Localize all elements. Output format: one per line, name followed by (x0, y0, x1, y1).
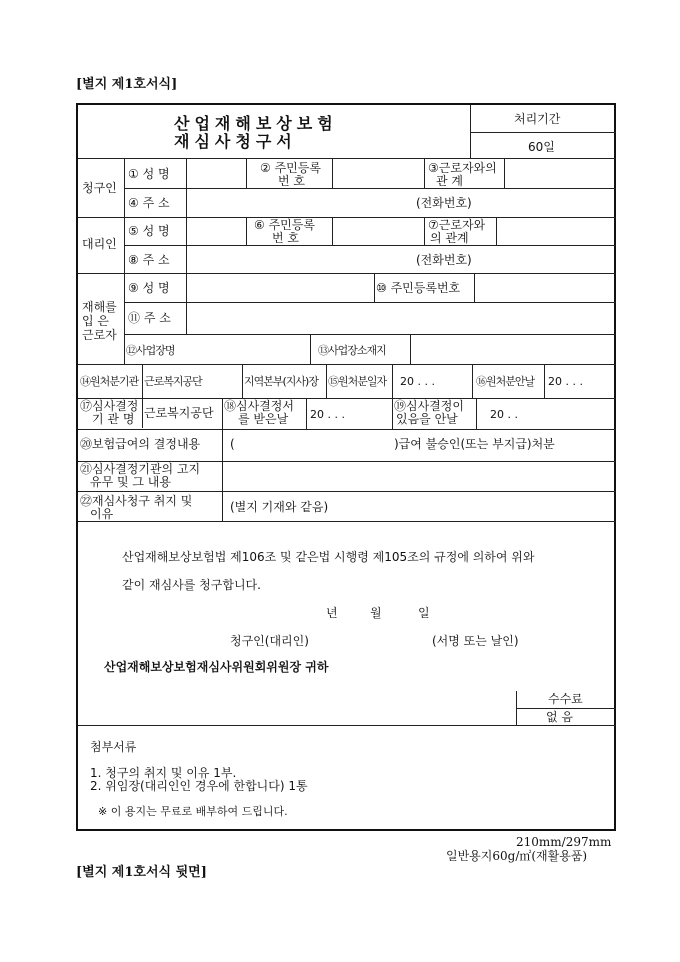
appeal-reason-label: ㉒재심사청구 취지 및 (80, 494, 193, 508)
form-title-line2: 재심사청구서 (174, 132, 297, 151)
claimant-phone-label: (전화번호) (416, 196, 472, 210)
paper-type: 일반용지60g/㎡(재활용품) (446, 849, 588, 863)
attachment-item-1: 1. 청구의 취지 및 이유 1부. (90, 766, 237, 780)
attachment-item-2: 2. 위임장(대리인인 경우에 한합니다) 1통 (90, 779, 308, 793)
processing-period-value: 60일 (528, 140, 555, 154)
appeal-reason-label2: 이유 (90, 507, 114, 521)
agent-relation-label2: 의 관계 (430, 231, 469, 245)
signer-label: 청구인(대리인) (230, 634, 309, 648)
review-agency-org: 근로복지공단 (144, 406, 214, 420)
worker-section-label: 재해를 (82, 300, 117, 314)
claimant-relation-label2: 관 계 (436, 174, 463, 188)
review-received-label2: 를 받은날 (238, 412, 289, 426)
addressee: 산업재해보상보험재심사위원회위원장 귀하 (104, 660, 329, 674)
agent-name-label: ⑤ 성 명 (128, 224, 170, 238)
claimant-rrn-label: ② 주민등록 (260, 161, 321, 175)
review-agency-label2: 기 관 명 (92, 412, 135, 426)
claimant-rrn-label2: 번 호 (278, 174, 305, 188)
claimant-address-label: ④ 주 소 (128, 196, 170, 210)
review-received-value: 20 . . . (310, 408, 345, 421)
date-year-label: 년 (326, 606, 338, 620)
date-day-label: 일 (418, 606, 430, 620)
review-known-label: ⑲심사결정이 (394, 399, 464, 413)
original-known-date-label: ⑯원처분안날 (476, 375, 535, 388)
benefit-decision-text: )급여 불승인(또는 부지급)처분 (394, 437, 555, 451)
date-month-label: 월 (370, 606, 382, 620)
review-known-value: 20 . . (490, 408, 518, 421)
worker-address-label: ⑪ 주 소 (128, 311, 171, 325)
signature-note: (서명 또는 날인) (432, 634, 519, 648)
review-received-label: ⑱심사결정서 (224, 399, 294, 413)
paper-size: 210mm/297mm (516, 835, 612, 849)
agent-rrn-label2: 번 호 (272, 231, 299, 245)
review-known-label2: 있음을 안날 (396, 412, 458, 426)
agent-address-label: ⑧ 주 소 (128, 253, 170, 267)
benefit-decision-label: ⑳보험급여의 결정내용 (80, 437, 201, 451)
processing-period-label: 처리기간 (514, 112, 561, 126)
agent-relation-label: ⑦근로자와 (428, 218, 486, 232)
appeal-reason-text: (별지 기재와 같음) (230, 500, 329, 514)
appeal-form (76, 103, 616, 831)
attachments-title: 첨부서류 (90, 740, 137, 754)
worker-rrn-label: ⑩ 주민등록번호 (376, 281, 461, 295)
workplace-location-label: ⑬사업장소재지 (318, 344, 386, 357)
form-back-header: [별지 제1호서식 뒷면] (76, 865, 207, 880)
free-distribution-note: ※ 이 용지는 무료로 배부하여 드립니다. (98, 805, 288, 818)
statement-line1: 산업재해보상보험법 제106조 및 같은법 시행령 제105조의 규정에 의하여 위와 (122, 550, 535, 564)
claimant-relation-label: ③근로자와의 (428, 161, 497, 175)
review-agency-label: ⑰심사결정 (80, 399, 139, 413)
claimant-section-label: 청구인 (82, 181, 117, 195)
fee-label: 수수료 (548, 692, 583, 706)
workplace-name-label: ⑫사업장명 (126, 344, 175, 357)
form-number-header: [별지 제1호서식] (76, 77, 178, 92)
original-known-date-value: 20 . . . (548, 375, 583, 388)
agent-rrn-label: ⑥ 주민등록 (254, 218, 315, 232)
original-decision-date-value: 20 . . . (400, 375, 435, 388)
fee-value: 없 음 (546, 710, 573, 724)
agent-section-label: 대리인 (82, 237, 117, 251)
agent-phone-label: (전화번호) (416, 253, 472, 267)
worker-name-label: ⑨ 성 명 (128, 281, 170, 295)
original-agency-org: 근로복지공단 (144, 375, 202, 388)
claimant-name-label: ① 성 명 (128, 167, 170, 181)
original-agency-branch: 지역본부(지사)장 (244, 375, 318, 388)
benefit-decision-paren: ( (230, 437, 235, 451)
original-decision-date-label: ⑮원처분일자 (328, 375, 387, 388)
worker-section-label3: 근로자 (82, 328, 117, 342)
form-title-line1: 산업재해보상보험 (174, 114, 338, 133)
notice-label2: 유무 및 그 내용 (90, 475, 171, 489)
original-agency-label: ⑭원처분기관 (80, 375, 139, 388)
notice-label: ㉑심사결정기관의 고지 (80, 462, 201, 476)
statement-line2: 같이 재심사를 청구합니다. (122, 578, 261, 592)
worker-section-label2: 입 은 (82, 314, 109, 328)
